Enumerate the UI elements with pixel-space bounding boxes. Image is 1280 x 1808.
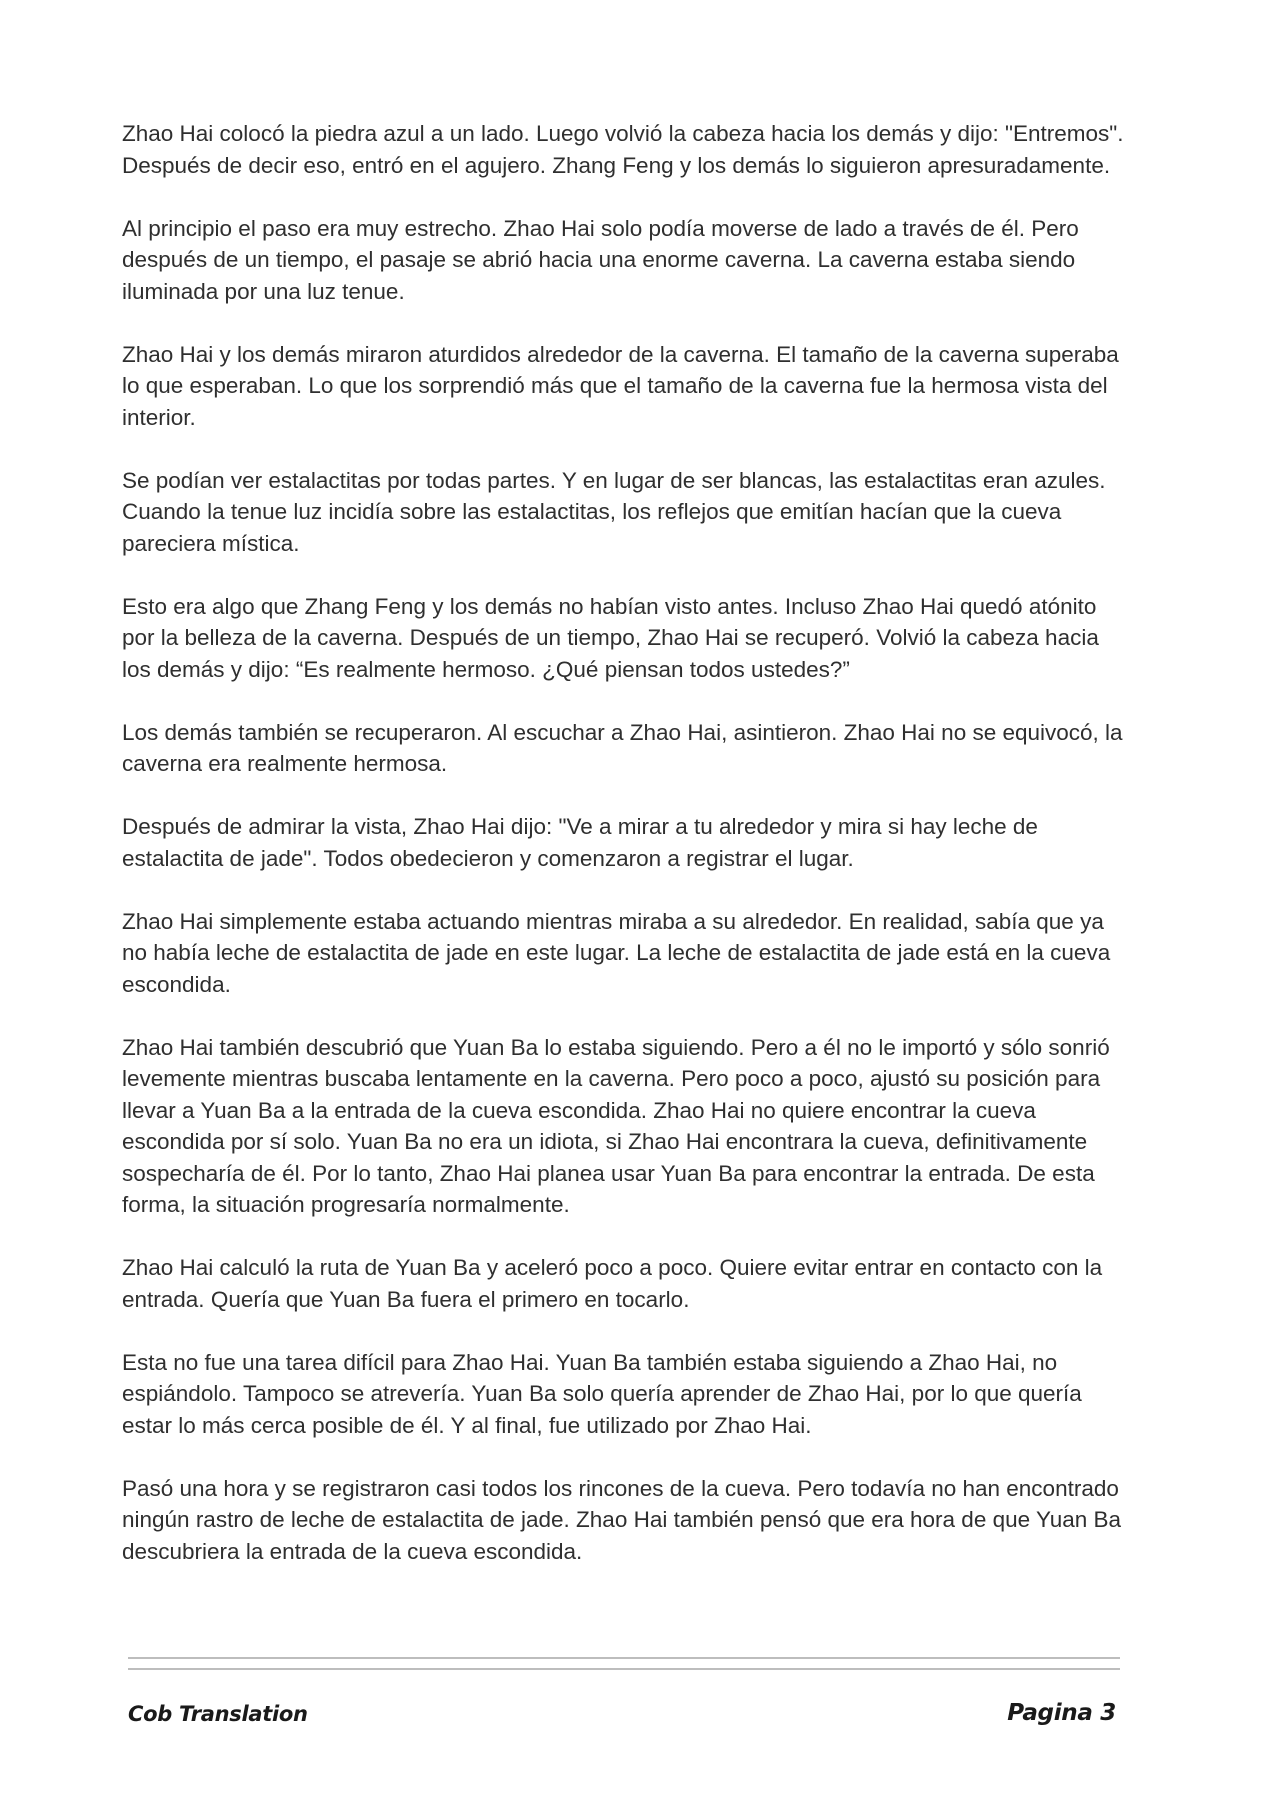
paragraph: Esta no fue una tarea difícil para Zhao Hai. Yuan Ba también estaba siguiendo a Zhao Hai, no espiándolo. Tampoco se atrevería. Yuan Ba solo quería aprender de Zhao Hai, por lo que quería estar lo más cerca posible de él. Y al final, fue utilizado por Zhao Hai. [122, 1349, 1082, 1438]
paragraph: Zhao Hai y los demás miraron aturdidos alrededor de la caverna. El tamaño de la caverna superaba lo que esperaban. Lo que los sorprendió más que el tamaño de la caverna fue la hermosa vista del interior. [122, 341, 1119, 430]
paragraph: Esto era algo que Zhang Feng y los demás no habían visto antes. Incluso Zhao Hai quedó atónito por la belleza de la caverna. Después de un tiempo, Zhao Hai se recuperó. Volvió la cabeza hacia los demás y dijo: “Es realmente hermoso. ¿Qué piensan todos ustedes?” [122, 593, 1099, 682]
paragraph: Zhao Hai también descubrió que Yuan Ba lo estaba siguiendo. Pero a él no le importó y sólo sonrió levemente mientras buscaba lentamente en la caverna. Pero poco a poco, ajustó su posición para llevar a Yuan Ba a la entrada de la cueva escondida. Zhao Hai no quiere encontrar la cueva escondida por sí solo. Yuan Ba no era un idiota, si Zhao Hai encontrara la cueva, definitivamente sospecharía de él. Por lo tanto, Zhao Hai planea usar Yuan Ba para encontrar la entrada. De esta forma, la situación progresaría normalmente. [122, 1034, 1110, 1217]
document-body [122, 118, 1132, 1599]
paragraph: Se podían ver estalactitas por todas partes. Y en lugar de ser blancas, las estalactitas eran azules. Cuando la tenue luz incidía sobre las estalactitas, los reflejos que emitían hacían que la cueva pareciera mística. [122, 467, 1106, 556]
page-number: Pagina 3 [1007, 1700, 1116, 1726]
paragraph: Zhao Hai simplemente estaba actuando mientras miraba a su alrededor. En realidad, sabía que ya no había leche de estalactita de jade en este lugar. La leche de estalactita de jade está en la cueva escondida. [122, 908, 1111, 997]
paragraph: Los demás también se recuperaron. Al escuchar a Zhao Hai, asintieron. Zhao Hai no se equivocó, la caverna era realmente hermosa. [122, 719, 1123, 776]
paragraph: Después de admirar la vista, Zhao Hai dijo: "Ve a mirar a tu alrededor y mira si hay leche de estalactita de jade". Todos obedecieron y comenzaron a registrar el lugar. [122, 814, 1038, 871]
paragraph: Zhao Hai calculó la ruta de Yuan Ba y aceleró poco a poco. Quiere evitar entrar en contacto con la entrada. Quería que Yuan Ba fuera el primero en tocarlo. [122, 1255, 1103, 1312]
paragraph: Pasó una hora y se registraron casi todos los rincones de la cueva. Pero todavía no han encontrado ningún rastro de leche de estalactita de jade. Zhao Hai también pensó que era hora de que Yuan Ba descubriera la entrada de la cueva escondida. [122, 1475, 1122, 1564]
footer-credit: Cob Translation [128, 1702, 308, 1726]
paragraph: Al principio el paso era muy estrecho. Zhao Hai solo podía moverse de lado a través de él. Pero después de un tiempo, el pasaje se abrió hacia una enorme caverna. La caverna estaba siendo iluminada por una luz tenue. [122, 215, 1079, 304]
paragraph: Zhao Hai colocó la piedra azul a un lado. Luego volvió la cabeza hacia los demás y dijo: "Entremos". Después de decir eso, entró en el agujero. Zhang Feng y los demás lo siguieron apresuradamente. [122, 121, 1124, 178]
footer-divider [128, 1668, 1120, 1670]
footer-divider [128, 1657, 1120, 1659]
